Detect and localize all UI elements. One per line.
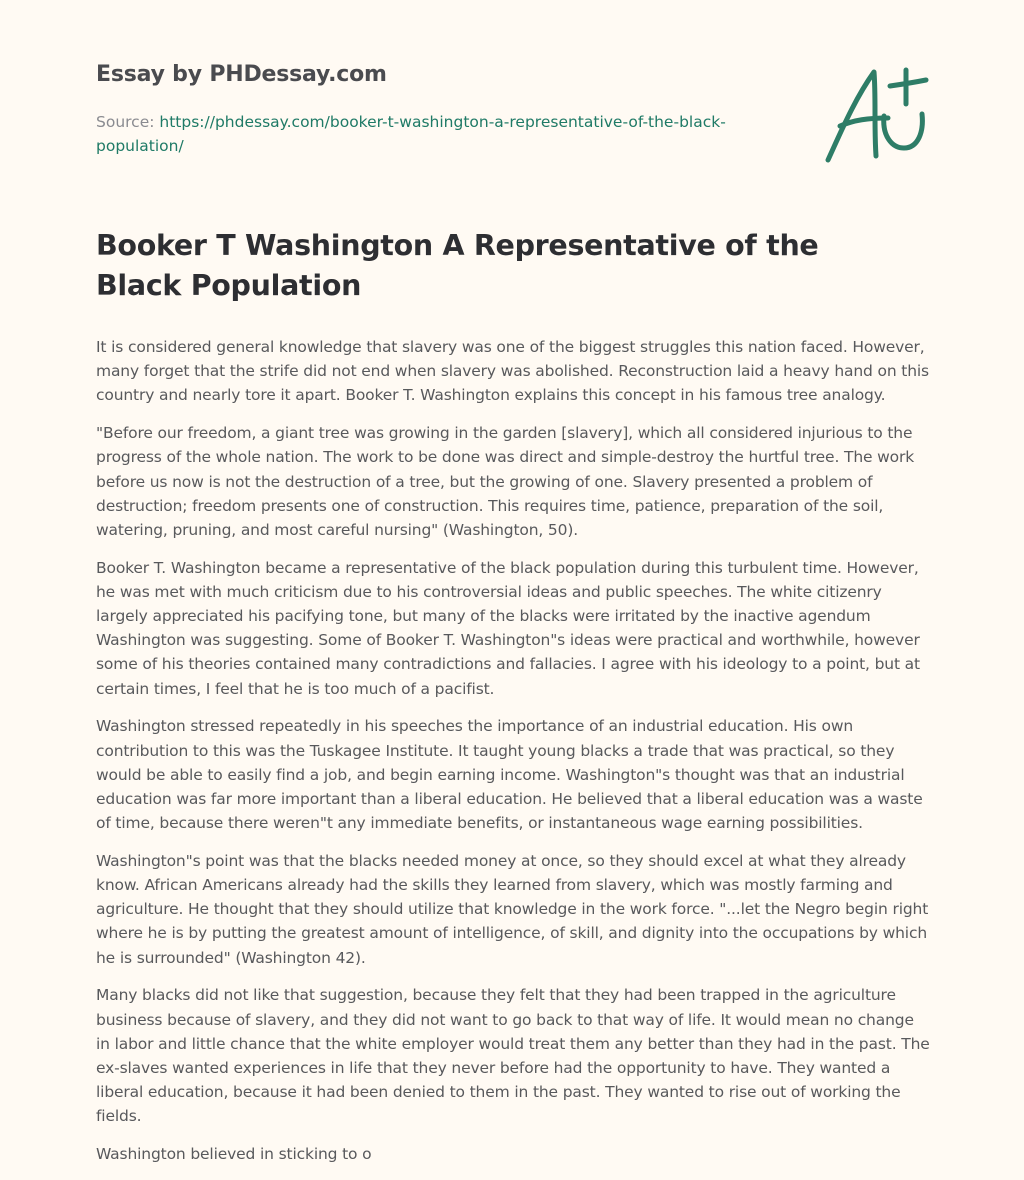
source-label: Source:: [96, 113, 155, 131]
essay-paragraph: Washington believed in sticking to o: [96, 1145, 372, 1164]
source-line: [96, 110, 736, 158]
source-link[interactable]: https://phdessay.com/booker-t-washington-a-representative-of-the-black-population/: [96, 113, 726, 155]
essay-paragraph: Booker T. Washington became a representative of the black population during this turbulent time. However, he was met with much criticism due to his controversial ideas and public speeches. The white citizenry largely appreciated his pacifying tone, but many of the blacks were irritated by the inactive agendum Washington was suggesting. Some of Booker T. Washington"s ideas were practical and worthwhile, however some of his theories contained many contradictions and fallacies. I agree with his ideology to a point, but at certain times, I feel that he is too much of a pacifist.: [96, 558, 920, 698]
essay-paragraph: It is considered general knowledge that slavery was one of the biggest struggles this nation faced. However, many forget that the strife did not end when slavery was abolished. Reconstruction laid a heavy hand on this country and nearly tore it apart. Booker T. Washington explains this concept in his famous tree analogy.: [96, 338, 929, 405]
essay-paragraph: "Before our freedom, a giant tree was growing in the garden [slavery], which all considered injurious to the progress of the whole nation. The work to be done was direct and simple-destroy the hurtful tree. The work before us now is not the destruction of a tree, but the growing of one. Slavery presented a problem of destruction; freedom presents one of construction. This requires time, patience, preparation of the soil, watering, pruning, and most careful nursing" (Washington, 50).: [96, 424, 915, 539]
site-title: Essay by PHDessay.com: [96, 62, 387, 87]
essay-paragraph: Washington stressed repeatedly in his speeches the importance of an industrial education. His own contribution to this was the Tuskagee Institute. It taught young blacks a trade that was practical, so they would be able to easily find a job, and begin earning income. Washington"s thought was that an industrial education was far more important than a liberal education. He believed that a liberal education was a waste of time, because there weren"t any immediate benefits, or instantaneous wage earning possibilities.: [96, 717, 923, 833]
essay-body: [96, 335, 932, 1180]
essay-paragraph: Washington"s point was that the blacks needed money at once, so they should excel at what they already know. African Americans already had the skills they learned from slavery, which was mostly farming and agriculture. He thought that they should utilize that knowledge in the work force. "...let the Negro begin right where he is by putting the greatest amount of intelligence, of skill, and dignity into the occupations by which he is surrounded" (Washington 42).: [96, 851, 929, 967]
essay-title: Booker T Washington A Representative of the Black Population: [96, 229, 819, 302]
a-plus-logo-icon: [818, 64, 932, 168]
essay-paragraph: Many blacks did not like that suggestion, because they felt that they had been trapped in the agriculture business because of slavery, and they did not want to go back to that way of life. It would mean no change in labor and little chance that the white employer would treat them any better than they had in the past. The ex-slaves wanted experiences in life that they never before had the opportunity to have. They wanted a liberal education, because it had been denied to them in the past. They wanted to rise out of working the fields.: [96, 986, 930, 1126]
